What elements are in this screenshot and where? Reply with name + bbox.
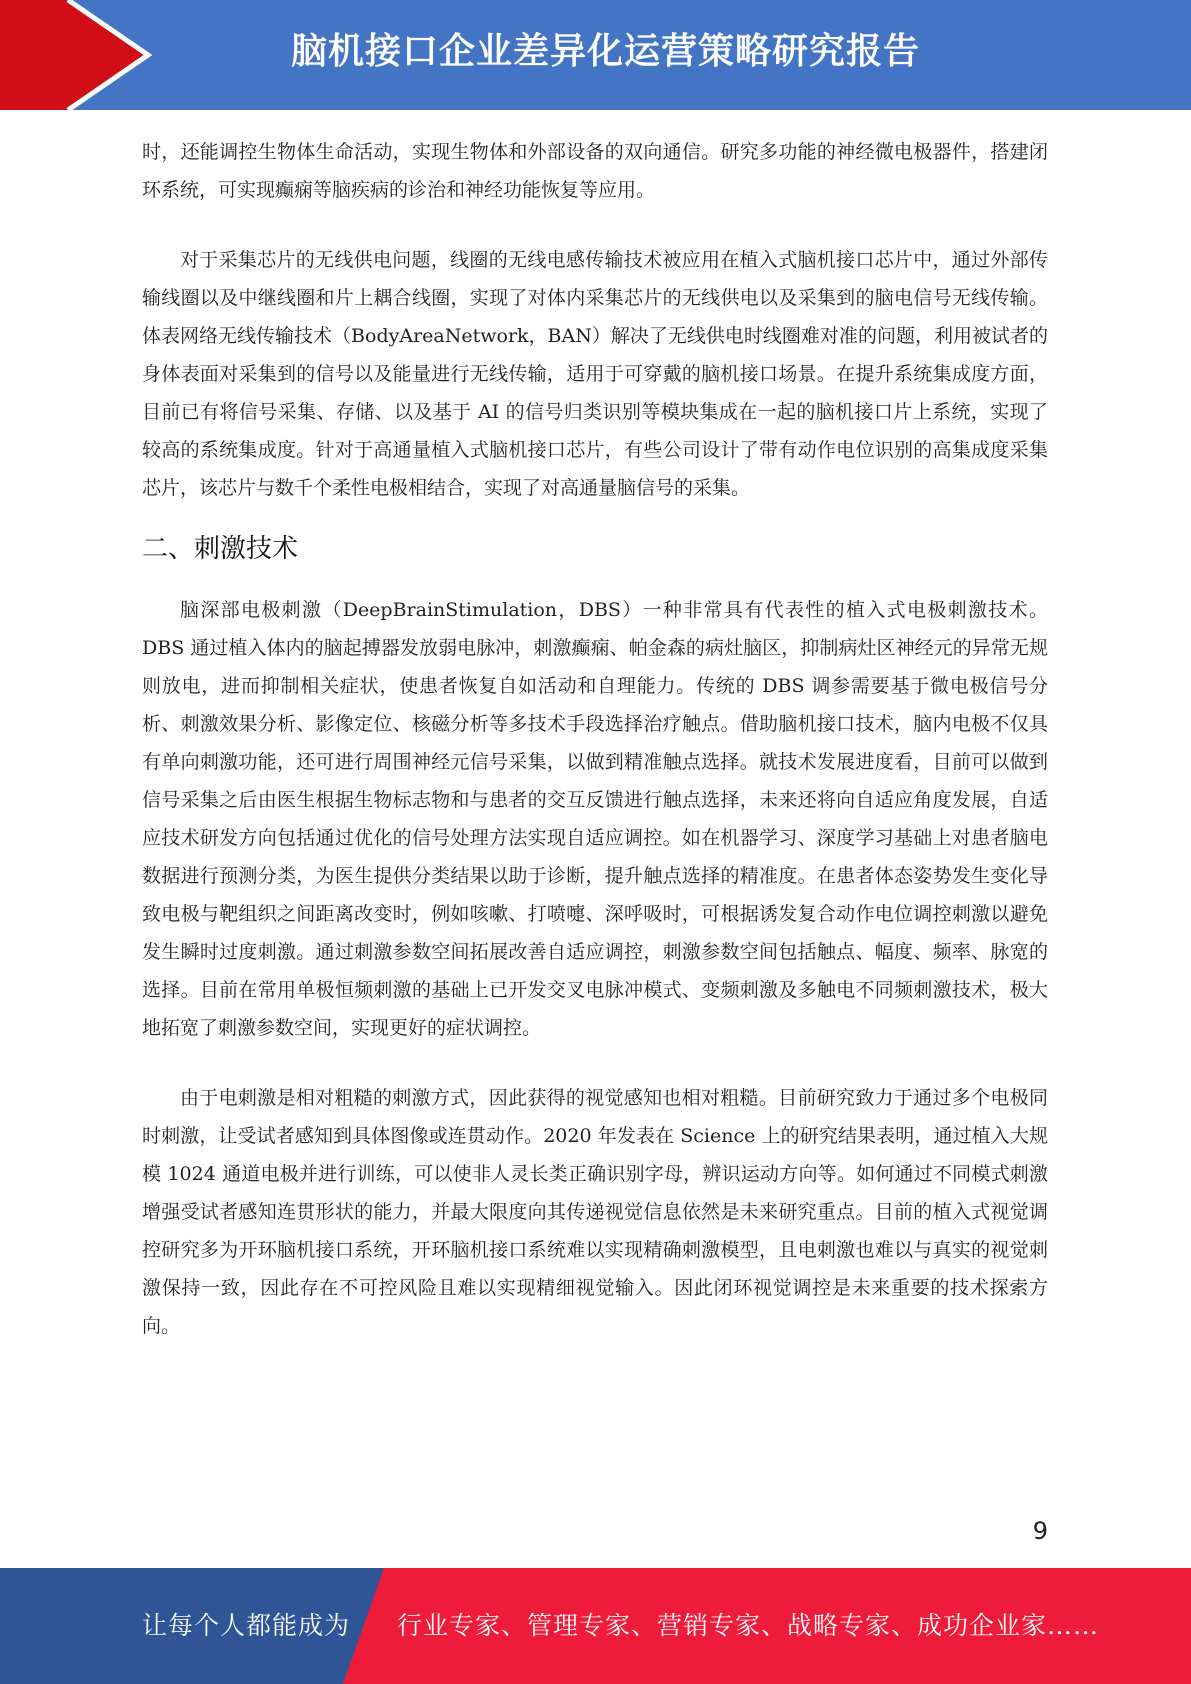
report-title: 脑机接口企业差异化运营策略研究报告 [290,31,920,72]
paragraph-3: 脑深部电极刺激（DeepBrainStimulation，DBS）一种非常具有代表性的植入式电极刺激技术。DBS 通过植入体内的脑起搏器发放弱电脉冲，刺激癫痫、帕金森的病灶脑区，抑制病灶区神经元的异常无规则放电，进而抑制相关症状，使患者恢复自如活动和自理能力。传统的 DBS 调参需要基于微电极信号分析、刺激效果分析、影像定位、核磁分析等多技术手段选择治疗触点。借助脑机接口技术，脑内电极不仅具有单向刺激功能，还可进行周围神经元信号采集，以做到精准触点选择。就技术发展进度看，目前可以做到信号采集之后由医生根据生物标志物和与患者的交互反馈进行触点选择，未来还将向自适应角度发展，自适应技术研发方向包括通过优化的信号处理方法实现自适应调控。如在机器学习、深度学习基础上对患者脑电数据进行预测分类，为医生提供分类结果以助于诊断，提升触点选择的精准度。在患者体态姿势发生变化导致电极与靶组织之间距离改变时，例如咳嗽、打喷嚏、深呼吸时，可根据诱发复合动作电位调控刺激以避免发生瞬时过度刺激。通过刺激参数空间拓展改善自适应调控，刺激参数空间包括触点、幅度、频率、脉宽的选择。目前在常用单极恒频刺激的基础上已开发交叉电脉冲模式、变频刺激及多触电不同频刺激技术，极大地拓宽了刺激参数空间，实现更好的症状调控。 [142,599,1048,1039]
paragraph-2: 对于采集芯片的无线供电问题，线圈的无线电感传输技术被应用在植入式脑机接口芯片中，通过外部传输线圈以及中继线圈和片上耦合线圈，实现了对体内采集芯片的无线供电以及采集到的脑电信号无线传输。体表网络无线传输技术（BodyAreaNetwork，BAN）解决了无线供电时线圈难对准的问题，利用被试者的身体表面对采集到的信号以及能量进行无线传输，适用于可穿戴的脑机接口场景。在提升系统集成度方面，目前已有将信号采集、存储、以及基于 AI 的信号归类识别等模块集成在一起的脑机接口片上系统，实现了较高的系统集成度。针对于高通量植入式脑机接口芯片，有些公司设计了带有动作电位识别的高集成度采集芯片，该芯片与数千个柔性电极相结合，实现了对高通量脑信号的采集。 [142,249,1048,499]
footer-slogan-right: 行业专家、管理专家、营销专家、战略专家、成功企业家…… [397,1611,1100,1640]
section-heading: 二、刺激技术 [142,534,299,564]
footer-slogan-left: 让每个人都能成为 [142,1611,351,1640]
page-content [142,133,1048,1345]
page-header [0,0,1191,110]
paragraph-4: 由于电刺激是相对粗糙的刺激方式，因此获得的视觉感知也相对粗糙。目前研究致力于通过多个电极同时刺激，让受试者感知到具体图像或连贯动作。2020 年发表在 Science 上的研究结果表明，通过植入大规模 1024 通道电极并进行训练，可以使非人灵长类正确识别字母，辨识运动方向等。如何通过不同模式刺激增强受试者感知连贯形状的能力，并最大限度向其传递视觉信息依然是未来研究重点。目前的植入式视觉调控研究多为开环脑机接口系统，开环脑机接口系统难以实现精确刺激模型，且电刺激也难以与真实的视觉刺激保持一致，因此存在不可控风险且难以实现精细视觉输入。因此闭环视觉调控是未来重要的技术探索方向。 [142,1087,1048,1337]
paragraph-1: 时，还能调控生物体生命活动，实现生物体和外部设备的双向通信。研究多功能的神经微电极器件，搭建闭环系统，可实现癫痫等脑疾病的诊治和神经功能恢复等应用。 [142,141,1048,201]
page-footer [0,1568,1191,1684]
page-number: 9 [1032,1517,1048,1545]
